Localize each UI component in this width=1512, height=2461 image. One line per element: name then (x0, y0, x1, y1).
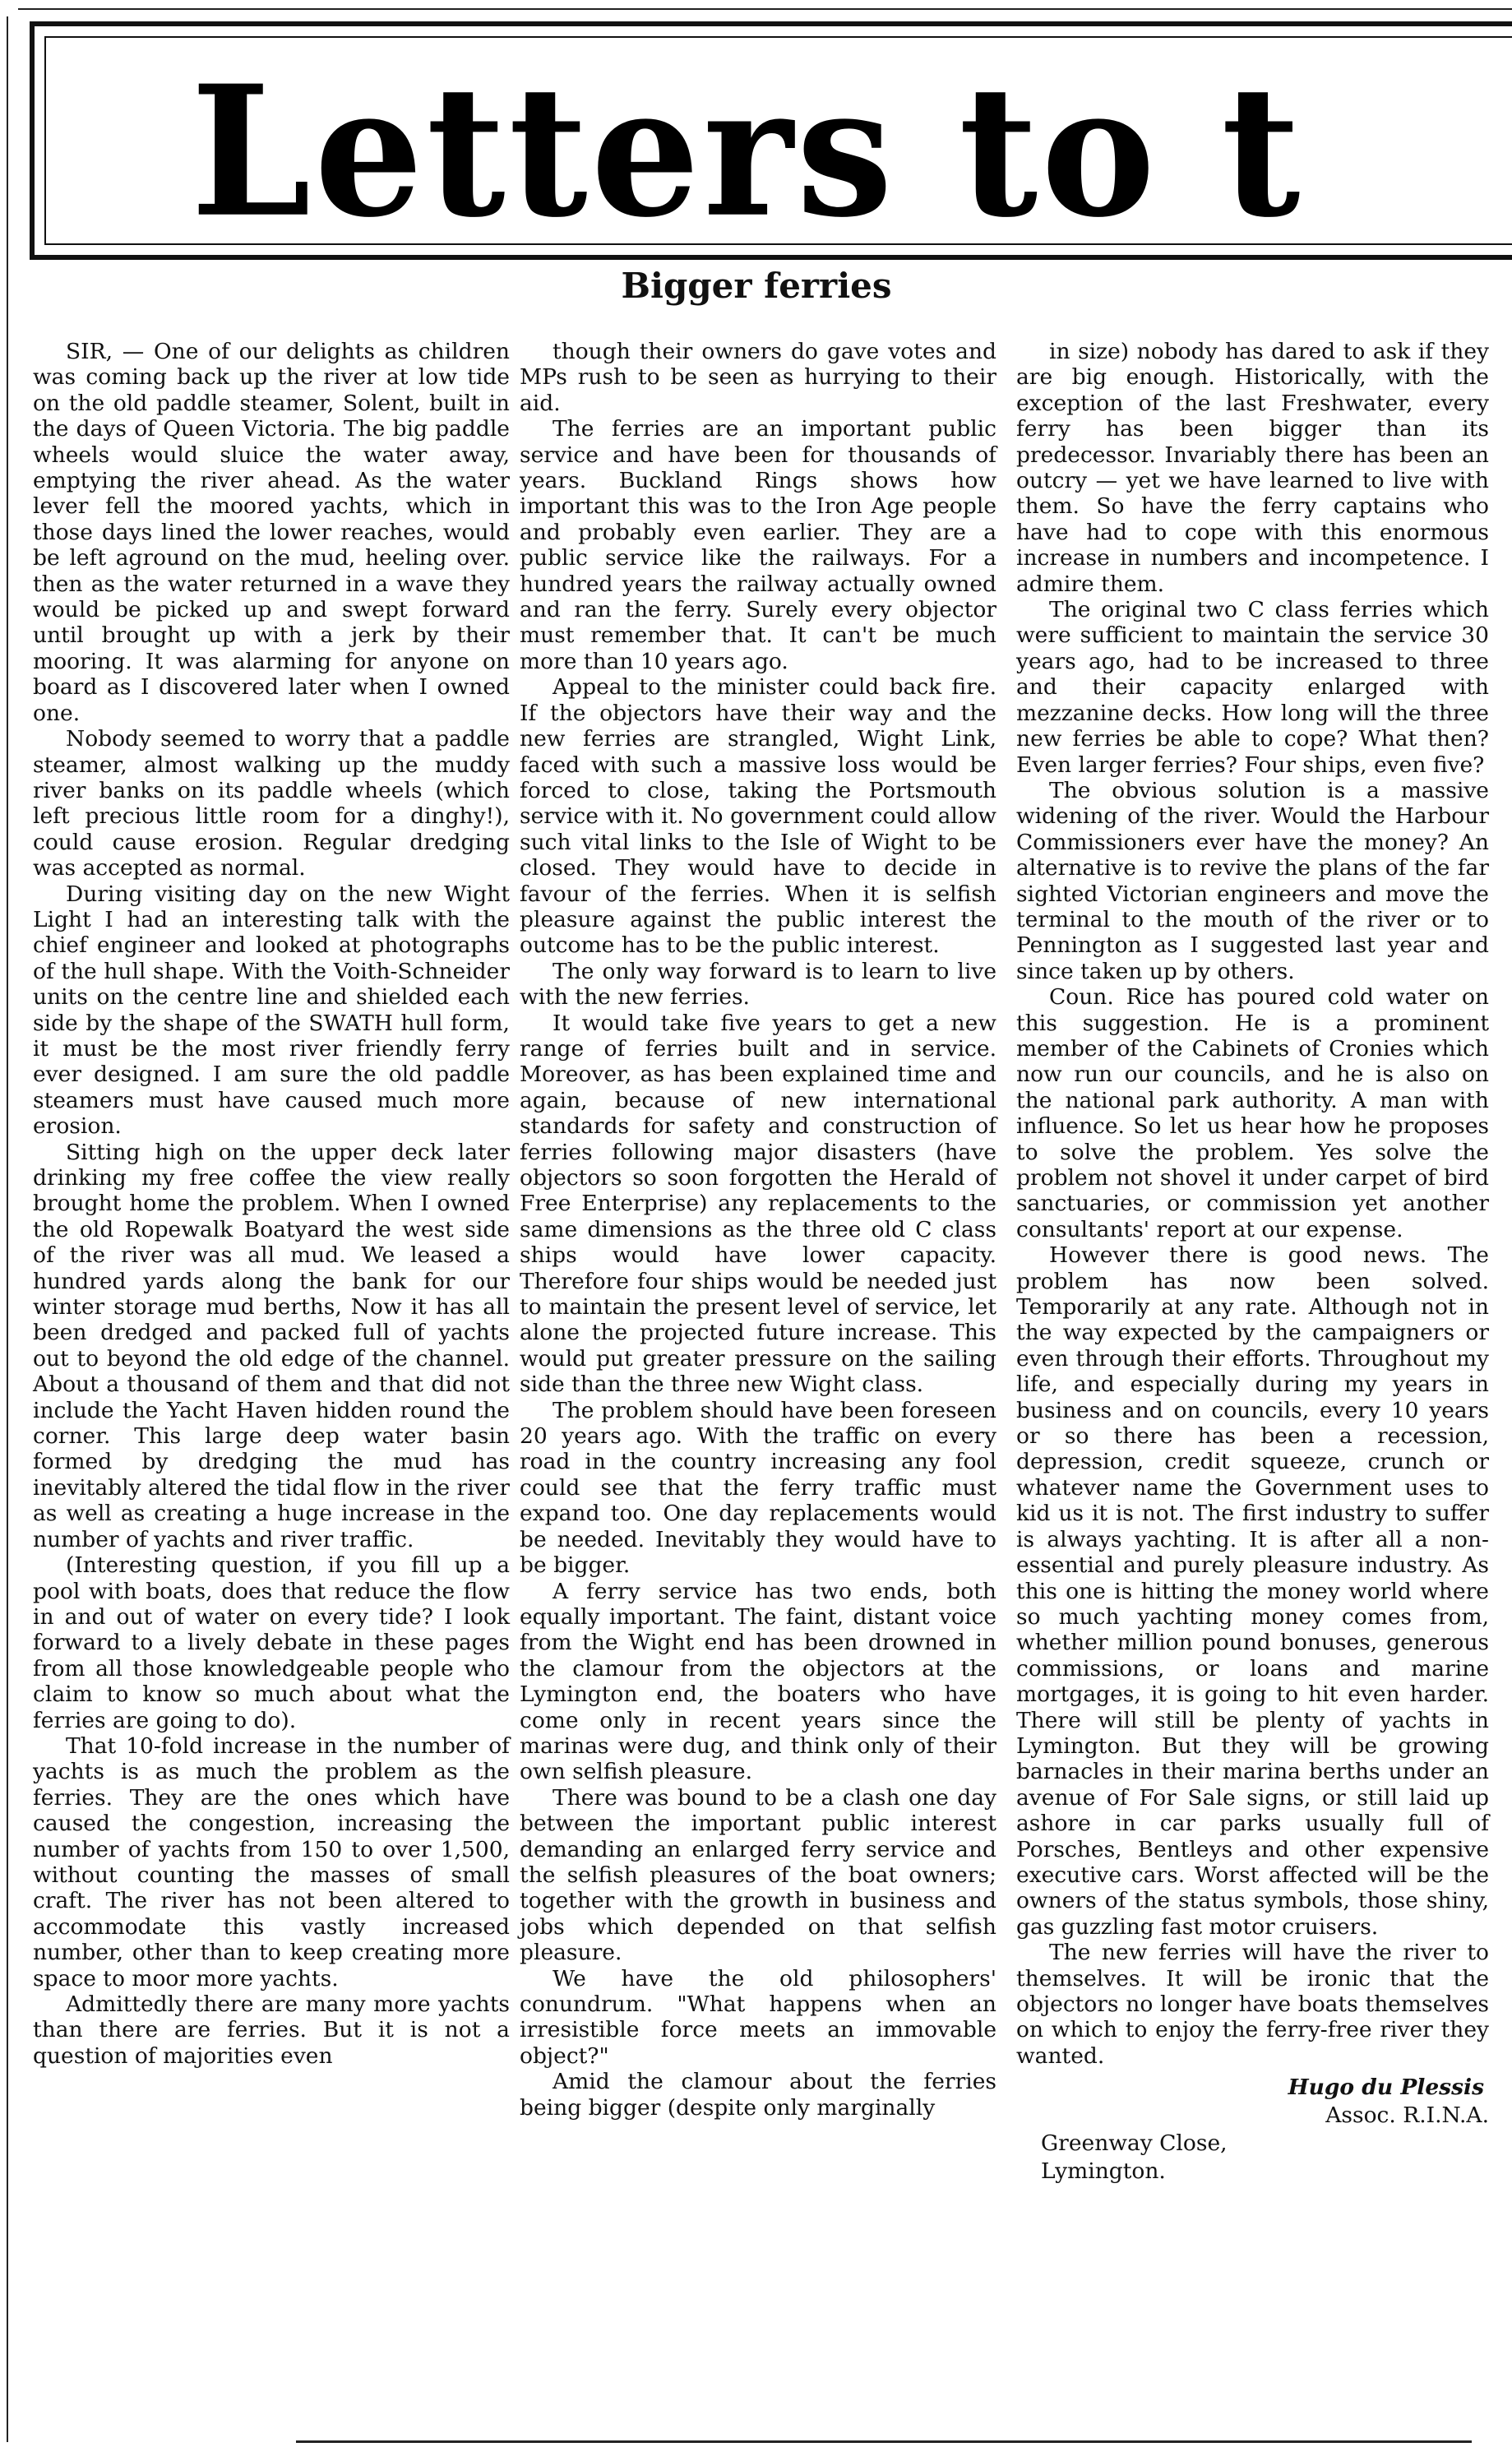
letter-paragraph: A ferry service has two ends, both equally important. The faint, distant voice from the Wight end has been drowned in the clamour from the objectors at the Lymington end, the boaters who have come only in recent years since the marinas were dug, and think only of their own selfish pleasure. (520, 1578, 996, 1785)
author-address-line: Lymington. (1041, 2158, 1166, 2185)
section-masthead (30, 21, 1512, 260)
text-column-1 (33, 339, 510, 2069)
letter-paragraph: The ferries are an important public service and have been for thousands of years. Buckland Rings shows how important this was to the Iron Age people and probably even earlier. They are a public service like the railways. For a hundred years the railway actually owned and ran the ferry. Surely every objector must remember that. It can't be much more than 10 years ago. (520, 416, 996, 674)
top-rule (18, 8, 1512, 10)
letter-paragraph: Appeal to the minister could back fire. If the objectors have their way and the new ferries are strangled, Wight Link, faced with such a massive loss would be forced to close, taking the Portsmouth service with it. No government could allow such vital links to the Isle of Wight to be closed. They would have to decide in favour of the ferries. When it is selfish pleasure against the public interest the outcome has to be the public interest. (520, 674, 996, 959)
text-column-3 (1016, 339, 1489, 2186)
letter-paragraph: Nobody seemed to worry that a paddle steamer, almost walking up the muddy river banks on its paddle wheels (which left precious little room for a dinghy!), could cause erosion. Regular dredging was accepted as normal. (33, 726, 510, 881)
letter-paragraph: (Interesting question, if you fill up a pool with boats, does that reduce the flow in and out of water on every tide? I look forward to a lively debate in these pages from all those knowledgeable people who claim to know so much about what the ferries are going to do). (33, 1552, 510, 1733)
bottom-rule (296, 2440, 1472, 2443)
letter-paragraph: It would take five years to get a new range of ferries built and in service. Moreover, as has been explained time and again, because of new international standards for safety and construction of ferries following major disasters (have objectors so soon forgotten the Herald of Free Enterprise) any replacements to the same dimensions as the three old C class ships would have lower capacity. Therefore four ships would be needed just to maintain the present level of service, let alone the projected future increase. This would put greater pressure on the sailing side than the three new Wight class. (520, 1010, 996, 1398)
letter-paragraph: in size) nobody has dared to ask if they are big enough. Historically, with the exception of the last Freshwater, every ferry has been bigger than its predecessor. Invariably there has been an outcry — yet we have learned to live with them. So have the ferry captains who have had to cope with this enormous increase in numbers and incompetence. I admire them. (1016, 339, 1489, 597)
letter-paragraph: However there is good news. The problem has now been solved. Temporarily at any rate. Although not in the way expected by the campaigners or even through their efforts. Throughout my life, and especially during my years in business and on councils, every 10 years or so there has been a recession, depression, credit squeeze, crunch or whatever name the Government uses to kid us it is not. The first industry to suffer is always yachting. It is after all a non-essential and purely pleasure industry. As this one is hitting the money world where so much yachting money comes from, whether million pound bonuses, generous commissions, or loans and marine mortgages, it is going to hit even harder. There will still be plenty of yachts in Lymington. But they will be growing barnacles in their marina berths under an avenue of For Sale signs, or still laid up ashore in car parks usually full of Porsches, Bentleys and other expensive executive cars. Worst affected will be the owners of the status symbols, those shiny, gas guzzling fast motor cruisers. (1016, 1242, 1489, 1940)
letter-paragraph: The obvious solution is a massive widening of the river. Would the Harbour Commissioners ever have the money? An alternative is to revive the plans of the far sighted Victorian engineers and move the terminal to the mouth of the river or to Pennington as I suggested last year and since taken up by others. (1016, 777, 1489, 984)
author-address-line: Greenway Close, (1041, 2130, 1228, 2157)
letter-paragraph: though their owners do gave votes and MPs rush to be seen as hurrying to their aid. (520, 339, 996, 416)
letter-paragraph: Sitting high on the upper deck later drinking my free coffee the view really brought home the problem. When I owned the old Ropewalk Boatyard the west side of the river was all mud. We leased a hundred yards along the bank for our winter storage mud berths, Now it has all been dredged and packed full of yachts out to beyond the old edge of the channel. About a thousand of them and that did not include the Yacht Haven hidden round the corner. This large deep water basin formed by dredging the mud has inevitably altered the tidal flow in the river as well as creating a huge increase in the number of yachts and river traffic. (33, 1139, 510, 1552)
masthead-title: Letters to t (191, 47, 1304, 258)
letter-paragraph: Amid the clamour about the ferries being bigger (despite only marginally (520, 2069, 996, 2121)
author-name: Hugo du Plessis (1288, 2075, 1484, 2101)
letter-paragraph: We have the old philosophers' conundrum. "What happens when an irresistible force meets an immovable object?" (520, 1965, 996, 2069)
letter-paragraph: The only way forward is to learn to live with the new ferries. (520, 958, 996, 1011)
letter-paragraph: Coun. Rice has poured cold water on this suggestion. He is a prominent member of the Cabinets of Cronies which now run our councils, and he is also on the national park authority. A man with influence. So let us hear how he proposes to solve the problem. Yes solve the problem not shovel it under carpet of bird sanctuaries, or commission yet another consultants' report at our expense. (1016, 984, 1489, 1242)
letter-paragraph: During visiting day on the new Wight Light I had an interesting talk with the chief engineer and looked at photographs of the hull shape. With the Voith-Schneider units on the centre line and shielded each side by the shape of the SWATH hull form, it must be the most river friendly ferry ever designed. I am sure the old paddle steamers must have caused much more erosion. (33, 881, 510, 1140)
letter-headline: Bigger ferries (621, 266, 892, 306)
letter-paragraph: The original two C class ferries which were sufficient to maintain the service 30 years ago, had to be increased to three and their capacity enlarged with mezzanine decks. How long will the three new ferries be able to cope? What then? Even larger ferries? Four ships, even five? (1016, 597, 1489, 778)
author-title: Assoc. R.I.N.A. (1325, 2102, 1489, 2129)
letter-paragraph: There was bound to be a clash one day between the important public interest demanding an enlarged ferry service and the selfish pleasures of the boat owners; together with the growth in business and jobs which depended on that selfish pleasure. (520, 1784, 996, 1966)
signature-block (1016, 2074, 1489, 2186)
letter-paragraph: Admittedly there are many more yachts than there are ferries. But it is not a question of majorities even (33, 1991, 510, 2069)
letter-paragraph: The new ferries will have the river to themselves. It will be ironic that the objectors no longer have boats themselves on which to enjoy the ferry-free river they wanted. (1016, 1940, 1489, 2069)
letter-paragraph: SIR, — One of our delights as children was coming back up the river at low tide on the old paddle steamer, Solent, built in the days of Queen Victoria. The big paddle wheels would sluice the water away, emptying the river ahead. As the water lever fell the moored yachts, which in those days lined the lower reaches, would be left aground on the mud, heeling over. then as the water returned in a wave they would be picked up and swept forward until brought up with a jerk by their mooring. It was alarming for anyone on board as I discovered later when I owned one. (33, 339, 510, 726)
letter-paragraph: The problem should have been foreseen 20 years ago. With the traffic on every road in the country increasing any fool could see that the ferry traffic must expand too. One day replacements would be needed. Inevitably they would have to be bigger. (520, 1397, 996, 1579)
text-column-2 (520, 339, 996, 2121)
left-rule (7, 16, 8, 2442)
letter-paragraph: That 10-fold increase in the number of yachts is as much the problem as the ferries. They are the ones which have caused the congestion, increasing the number of yachts from 150 to over 1,500, without counting the masses of small craft. The river has not been altered to accommodate this vastly increased number, other than to keep creating more space to moor more yachts. (33, 1732, 510, 1991)
